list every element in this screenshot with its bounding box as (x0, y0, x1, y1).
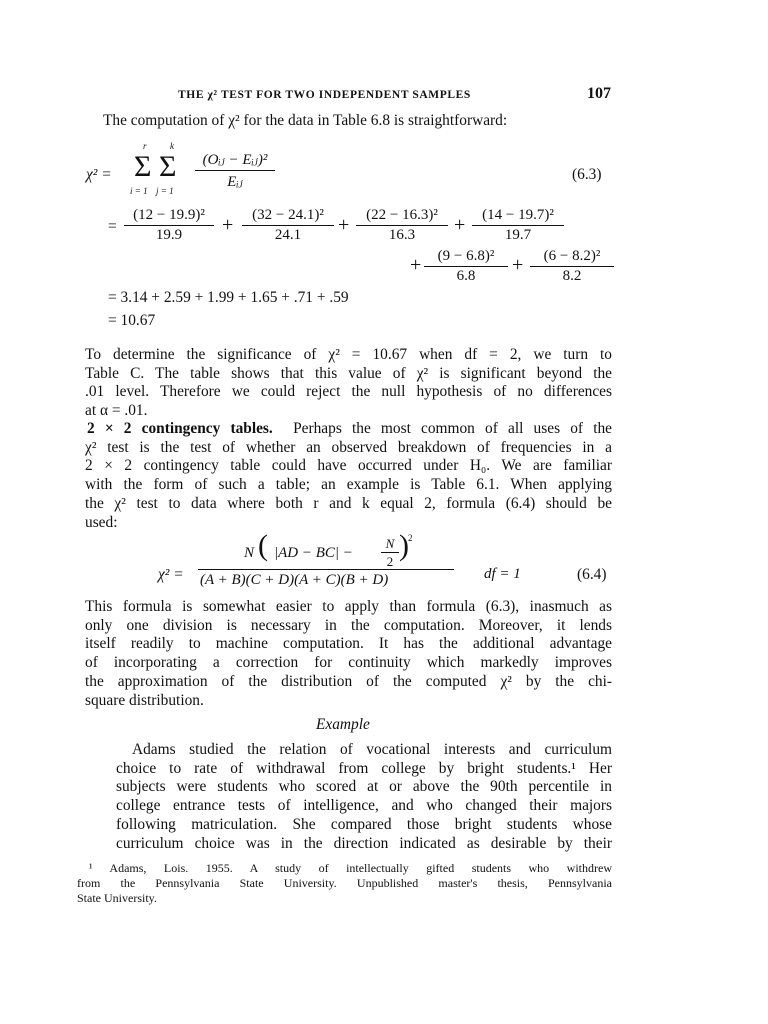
text-line: following matriculation. She compared those bright students whose (116, 815, 612, 833)
paragraph-contingency (85, 420, 612, 532)
plus-sign: + (222, 214, 234, 236)
term-3 (356, 207, 448, 244)
plus-sign: + (338, 214, 350, 236)
running-head: THE χ² TEST FOR TWO INDEPENDENT SAMPLES (178, 89, 471, 101)
text-line: the approximation of the distribution of the computed χ² by the chi- (85, 672, 612, 690)
half-den: 2 (386, 554, 394, 569)
example-heading: Example (316, 716, 370, 733)
example-paragraph (116, 741, 612, 853)
sum2-lower: j = 1 (156, 186, 174, 196)
paren-right: ) (399, 529, 409, 562)
text-line: used: (85, 513, 118, 531)
term-4-den: 19.7 (504, 227, 532, 243)
plus-sign: + (512, 254, 524, 276)
eq64-abs-term: |AD − BC| − (274, 545, 353, 561)
text-line: the χ² test to data where both r and k equal 2, formula (6.4) should be (85, 494, 612, 512)
text-span: Perhaps the most common of all uses of the (293, 420, 612, 437)
text-line: .01 level. Therefore we could reject the null hypothesis of no differences (85, 383, 612, 401)
sum-line: = 3.14 + 2.59 + 1.99 + 1.65 + .71 + .59 (108, 289, 349, 306)
paragraph-formula (85, 598, 612, 710)
eq64-half (381, 536, 399, 570)
text-line: To determine the significance of χ² = 10.67 when df = 2, we turn to (85, 346, 612, 363)
term-1-den: 19.9 (155, 227, 183, 243)
text-line: with the form of such a table; an example is Table 6.1. When applying (85, 476, 612, 494)
sum2-upper: k (170, 141, 174, 151)
text-line: subjects were students who scored at or above the 90th percentile in (116, 778, 612, 796)
term-5-den: 6.8 (456, 268, 476, 284)
sum1-lower: i = 1 (130, 186, 148, 196)
text-line: This formula is somewhat easier to apply than formula (6.3), inasmuch as (85, 598, 612, 615)
term-1 (124, 207, 214, 244)
eq64-lhs: χ² = (158, 566, 184, 583)
text-line: square distribution. (85, 691, 204, 709)
eq64-denominator: (A + B)(C + D)(A + C)(B + D) (200, 572, 389, 588)
plus-sign: + (410, 254, 422, 276)
term-1-num: (12 − 19.9)² (124, 207, 214, 226)
intro-line: The computation of χ² for the data in Table 6.8 is straightforward: (103, 112, 508, 129)
paren-left: ( (258, 529, 268, 562)
term-2-num: (32 − 24.1)² (242, 207, 334, 226)
text-line: choice to rate of withdrawal from college by bright students.¹ Her (116, 759, 612, 777)
eq64-N: N (244, 545, 255, 561)
term-5 (424, 248, 508, 285)
term-4-num: (14 − 19.7)² (472, 207, 564, 226)
term-6-num: (6 − 8.2)² (530, 248, 614, 267)
text-line: itself readily to machine computation. It has the additional advantage (85, 635, 612, 653)
section-heading: 2 × 2 contingency tables. (87, 420, 273, 437)
eq63-numerator: (Oᵢⱼ − Eᵢⱼ)² (195, 150, 275, 171)
text-line: of incorporating a correction for continuity which markedly improves (85, 654, 612, 672)
sum1-sigma: Σ (134, 150, 152, 183)
eq64-df: df = 1 (484, 566, 521, 582)
result-line: = 10.67 (108, 312, 156, 329)
exponent-2: 2 (408, 533, 413, 543)
term-5-num: (9 − 6.8)² (424, 248, 508, 267)
equals-sign: = (108, 218, 117, 235)
paragraph-significance (85, 346, 612, 421)
footnote-line: from the Pennsylvania State University. Unpublished master's thesis, Pennsylvania (77, 876, 612, 890)
text-line: college entrance tests of intelligence, and who changed their majors (116, 797, 612, 815)
term-2-den: 24.1 (274, 227, 302, 243)
term-6-den: 8.2 (562, 268, 582, 284)
eq63-number: (6.3) (572, 166, 602, 183)
eq63-main-fraction (195, 150, 275, 191)
text-line: only one division is necessary in the computation. Moreover, it lends (85, 616, 612, 634)
eq63-denominator: Eᵢⱼ (227, 174, 243, 190)
page-number: 107 (587, 85, 611, 102)
term-3-num: (22 − 16.3)² (356, 207, 448, 226)
term-6 (530, 248, 614, 285)
footnote (77, 861, 612, 906)
text-line: curriculum choice was in the direction indicated as desirable by their (116, 834, 612, 852)
text-line (85, 420, 612, 439)
sum1-upper: r (143, 141, 147, 151)
text-line: Adams studied the relation of vocational interests and curriculum (132, 741, 612, 758)
text-line: 2 × 2 contingency table could have occurred under H₀. We are familiar (85, 457, 612, 475)
text-line: Table C. The table shows that this value of χ² is significant beyond the (85, 364, 612, 382)
eq64-number: (6.4) (577, 566, 607, 583)
plus-sign: + (454, 214, 466, 236)
sum2-sigma: Σ (159, 150, 177, 183)
eq63-lhs: χ² = (86, 166, 112, 183)
footnote-line: State University. (77, 891, 157, 905)
term-3-den: 16.3 (388, 227, 416, 243)
term-2 (242, 207, 334, 244)
text-line: at α = .01. (85, 402, 148, 420)
half-num: N (381, 536, 399, 553)
footnote-line: ¹ Adams, Lois. 1955. A study of intellectually gifted students who withdrew (89, 861, 612, 875)
text-line: χ² test is the test of whether an observed breakdown of frequencies in a (85, 438, 612, 456)
term-4 (472, 207, 564, 244)
eq64-fraction-bar (198, 569, 454, 570)
